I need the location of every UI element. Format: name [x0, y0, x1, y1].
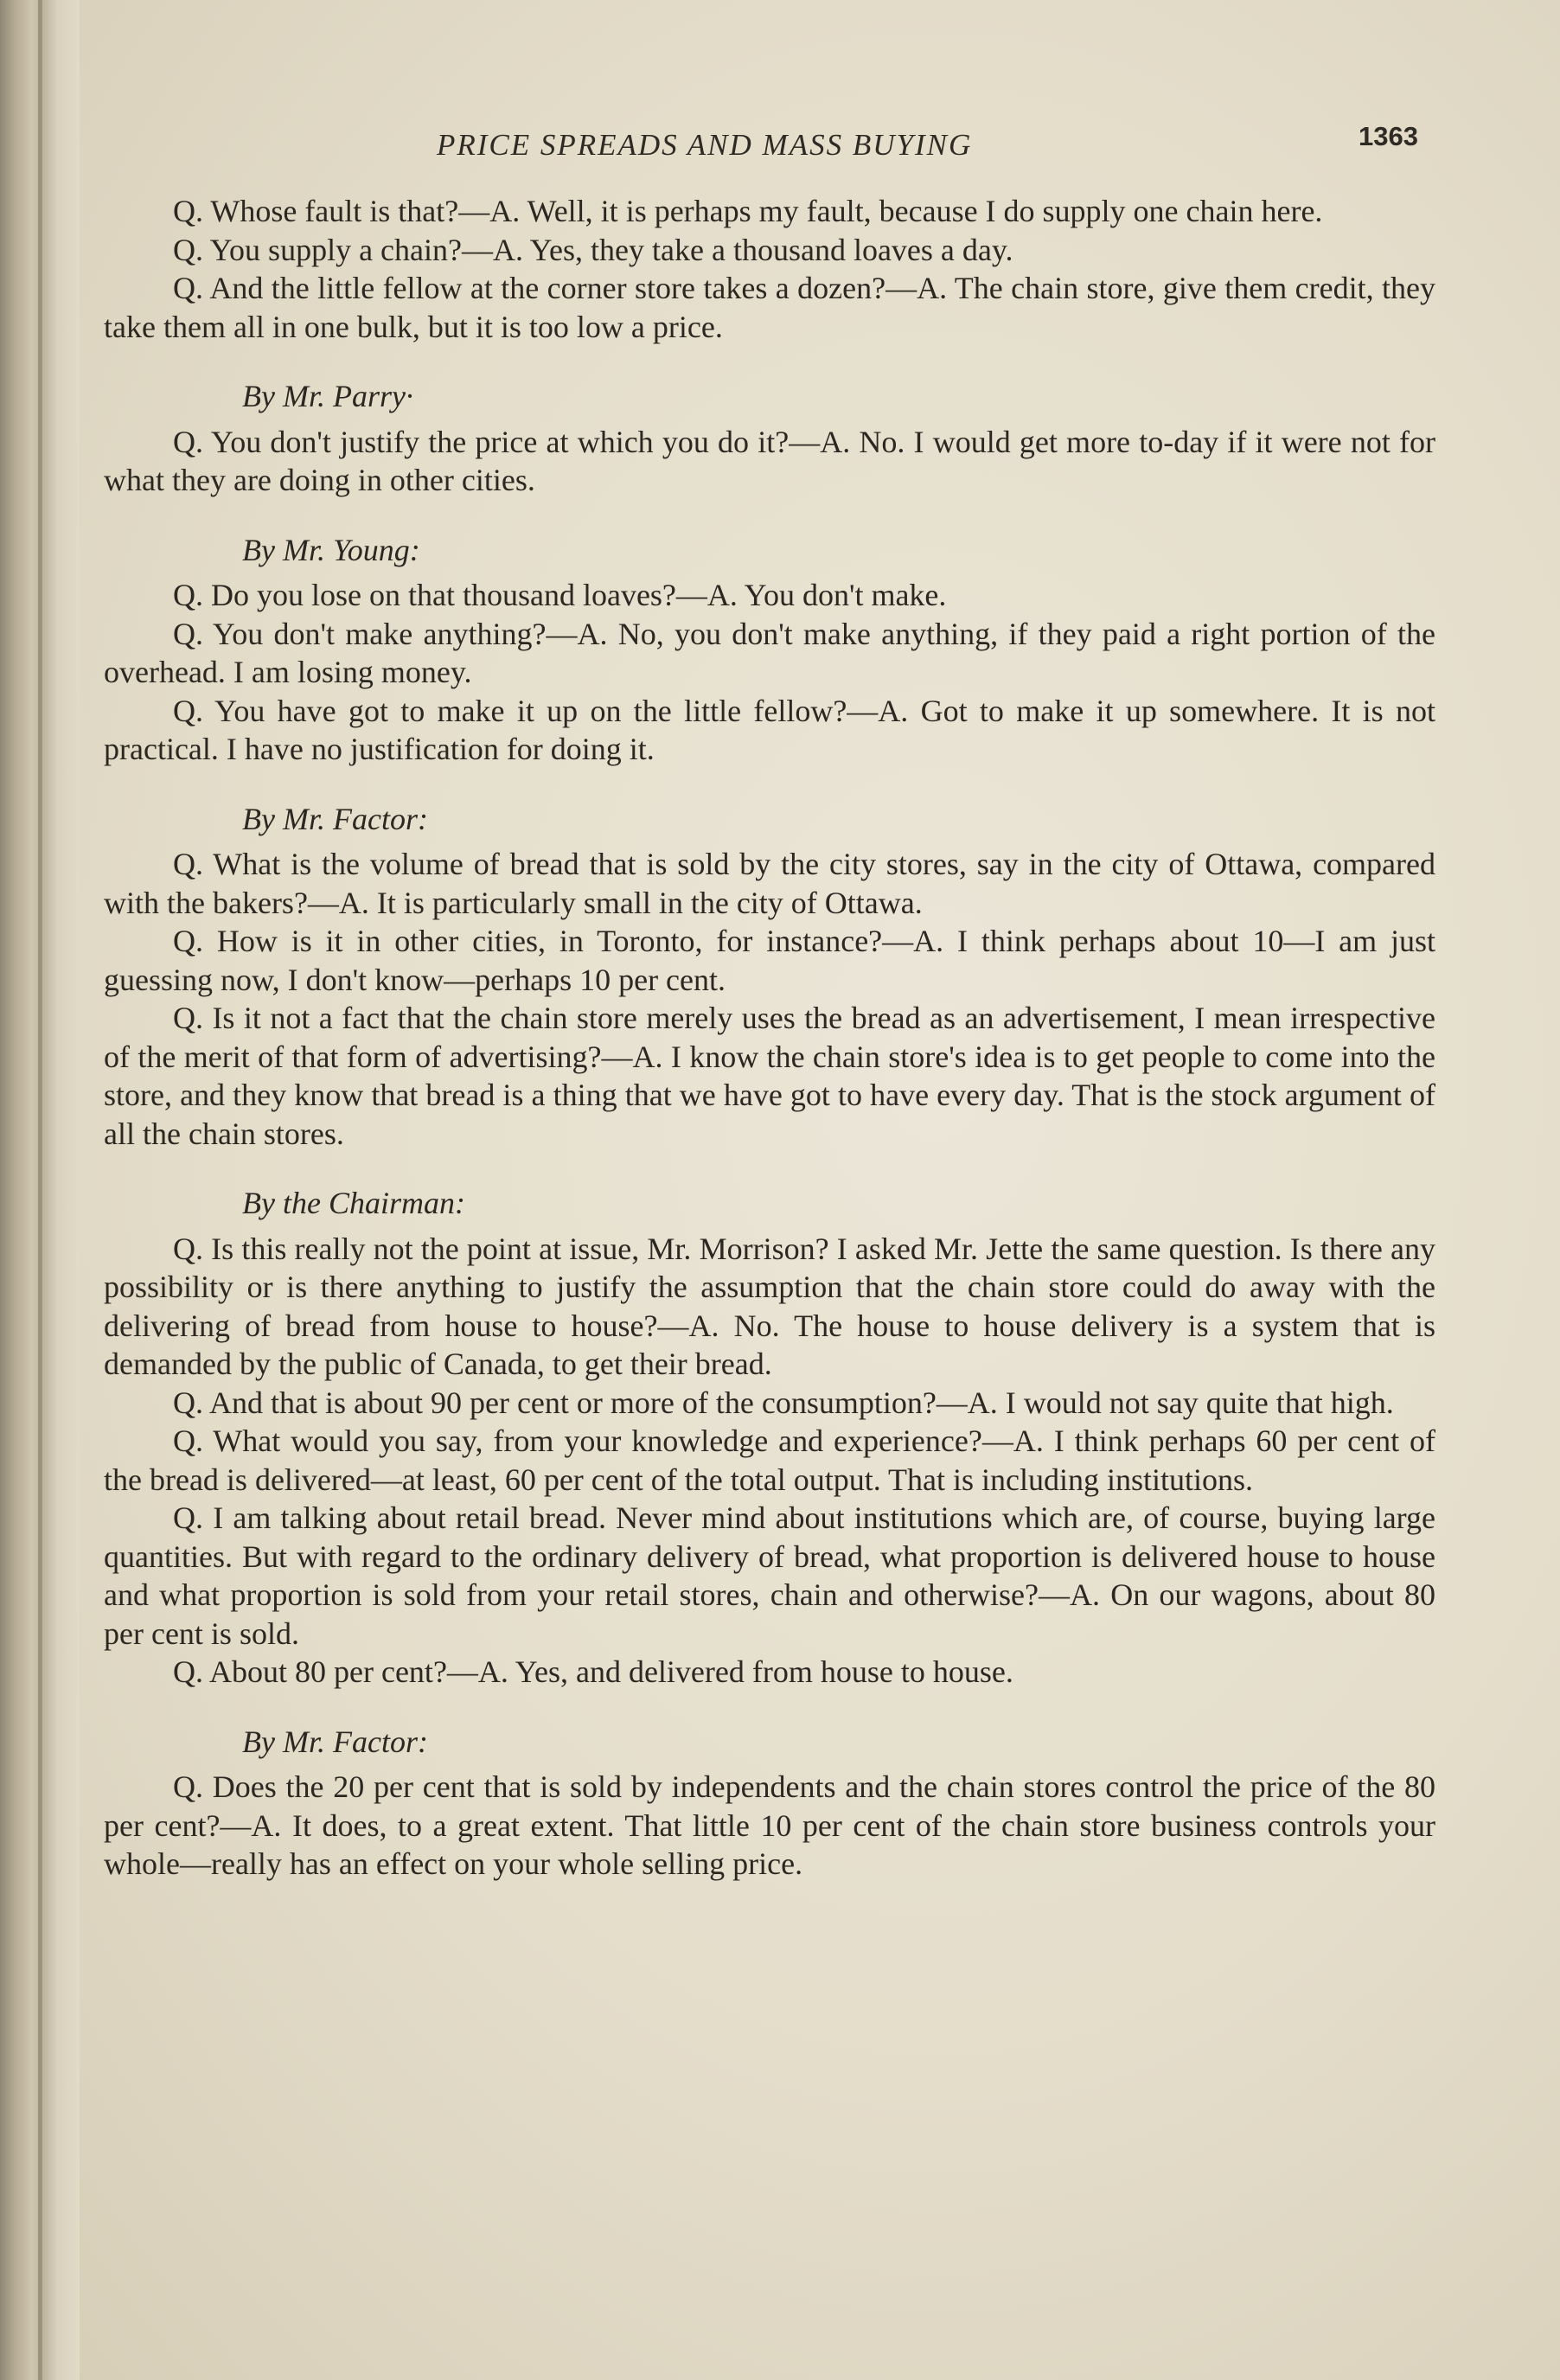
paragraph: Q. How is it in other cities, in Toronto, for instance?—A. I think perhaps about 10—I am just guessing now, I don't know—perhaps 10 per cent. [104, 924, 1435, 997]
paragraph: Q. You have got to make it up on the little fellow?—A. Got to make it up somewhere. It is not practical. I have no justification for doing it. [104, 693, 1435, 766]
page-number: 1363 [1359, 121, 1418, 151]
paragraph: Q. What would you say, from your knowledge and experience?—A. I think perhaps 60 per cent of the bread is delivered—at least, 60 per cent of the total output. That is including institutions. [104, 1424, 1435, 1497]
speaker-heading: By Mr. Factor: [242, 801, 428, 836]
paragraph: Q. And the little fellow at the corner store takes a dozen?—A. The chain store, give them credit, they take them all in one bulk, but it is too low a price. [104, 271, 1435, 344]
page-header [138, 121, 1418, 173]
paragraph: Q. What is the volume of bread that is sold by the city stores, say in the city of Ottawa, compared with the bakers?—A. It is particularly small in the city of Ottawa. [104, 847, 1435, 920]
transcript-body [104, 192, 1435, 1884]
book-binding [0, 0, 80, 2380]
speaker-heading: By Mr. Young: [242, 532, 420, 567]
paragraph: Q. You don't justify the price at which you do it?—A. No. I would get more to-day if it were not for what they are doing in other cities. [104, 424, 1435, 497]
paragraph: Q. Do you lose on that thousand loaves?—A. You don't make. [173, 578, 947, 612]
paragraph: Q. And that is about 90 per cent or more of the consumption?—A. I would not say quite that high. [173, 1385, 1394, 1420]
paragraph: Q. Does the 20 per cent that is sold by independents and the chain stores control the price of the 80 per cent?—A. It does, to a great extent. That little 10 per cent of the chain store business controls your whole—really has an effect on your whole selling price. [104, 1769, 1435, 1881]
paragraph: Q. Is it not a fact that the chain store merely uses the bread as an advertisement, I mean irrespective of the merit of that form of advertising?—A. I know the chain store's idea is to get people to come into the store, and they know that bread is a thing that we have got to have every day. That is the stock argument of all the chain stores. [104, 1001, 1435, 1151]
paragraph: Q. Is this really not the point at issue, Mr. Morrison? I asked Mr. Jette the same question. Is there any possibility or is there anything to justify the assumption that the chain store could do away with the delivering of bread from house to house?—A. No. The house to house delivery is a system that is demanded by the public of Canada, to get their bread. [104, 1231, 1435, 1381]
paragraph: Q. You don't make anything?—A. No, you don't make anything, if they paid a right portion of the overhead. I am losing money. [104, 616, 1435, 689]
paragraph: Q. I am talking about retail bread. Never mind about institutions which are, of course, buying large quantities. But with regard to the ordinary delivery of bread, what proportion is delivered house to house and what proportion is sold from your retail stores, chain and otherwise?—A. On our wagons, about 80 per cent is sold. [104, 1500, 1435, 1651]
paragraph: Q. About 80 per cent?—A. Yes, and delivered from house to house. [173, 1654, 1013, 1689]
speaker-heading: By the Chairman: [242, 1186, 465, 1220]
paragraph: Q. Whose fault is that?—A. Well, it is perhaps my fault, because I do supply one chain here. [173, 194, 1323, 228]
speaker-heading: By Mr. Factor: [242, 1724, 428, 1759]
paragraph: Q. You supply a chain?—A. Yes, they take a thousand loaves a day. [173, 232, 1013, 267]
binding-line [38, 0, 42, 2380]
speaker-heading: By Mr. Parry· [242, 379, 413, 413]
running-head: PRICE SPREADS AND MASS BUYING [437, 128, 973, 162]
